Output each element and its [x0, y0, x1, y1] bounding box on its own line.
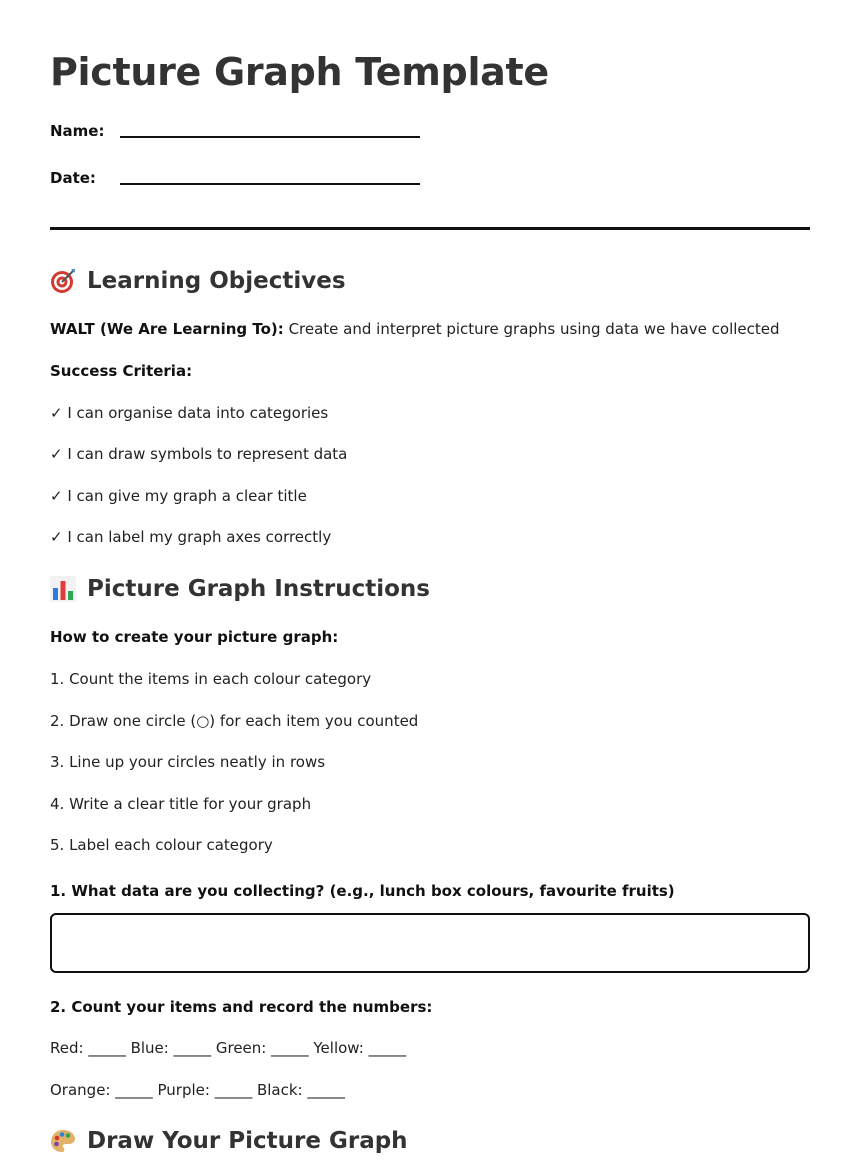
walt-label: WALT (We Are Learning To): — [50, 320, 284, 338]
palette-icon — [50, 1128, 76, 1154]
learning-objectives-heading — [50, 268, 346, 294]
counts-row: Red: _____ Blue: _____ Green: _____ Yellow: _____ — [50, 1039, 407, 1057]
question-1-label: 1. What data are you collecting? (e.g., lunch box colours, favourite fruits) — [50, 882, 675, 900]
criteria-item: ✓ I can draw symbols to represent data — [50, 445, 348, 463]
instructions-intro: How to create your picture graph: — [50, 628, 339, 646]
instruction-step: 2. Draw one circle (○) for each item you counted — [50, 712, 419, 730]
instructions-title: Picture Graph Instructions — [87, 576, 430, 602]
data-collection-input[interactable] — [50, 913, 810, 973]
question-2-label: 2. Count your items and record the numbers: — [50, 998, 433, 1016]
name-label: Name: — [50, 122, 105, 140]
target-icon — [50, 268, 76, 294]
criteria-item: ✓ I can label my graph axes correctly — [50, 528, 332, 546]
name-input-line[interactable] — [120, 136, 420, 138]
instruction-step: 1. Count the items in each colour category — [50, 670, 372, 688]
instruction-step: 3. Line up your circles neatly in rows — [50, 753, 326, 771]
name-field-row — [50, 122, 430, 152]
date-label: Date: — [50, 169, 96, 187]
criteria-item: ✓ I can give my graph a clear title — [50, 487, 307, 505]
walt-text: Create and interpret picture graphs using data we have collected — [283, 320, 780, 338]
instruction-step: 5. Label each colour category — [50, 836, 273, 854]
walt-line — [50, 320, 780, 338]
date-input-line[interactable] — [120, 183, 420, 185]
instructions-heading — [50, 576, 430, 602]
counts-row: Orange: _____ Purple: _____ Black: _____ — [50, 1081, 345, 1099]
learning-objectives-title: Learning Objectives — [87, 268, 346, 294]
criteria-item: ✓ I can organise data into categories — [50, 404, 329, 422]
date-field-row — [50, 169, 430, 199]
header-divider — [50, 227, 810, 230]
bar-chart-icon — [50, 576, 76, 602]
page-title: Picture Graph Template — [50, 50, 549, 94]
success-criteria-label: Success Criteria: — [50, 362, 193, 380]
draw-graph-heading — [50, 1128, 408, 1154]
draw-graph-title: Draw Your Picture Graph — [87, 1128, 408, 1154]
instruction-step: 4. Write a clear title for your graph — [50, 795, 312, 813]
